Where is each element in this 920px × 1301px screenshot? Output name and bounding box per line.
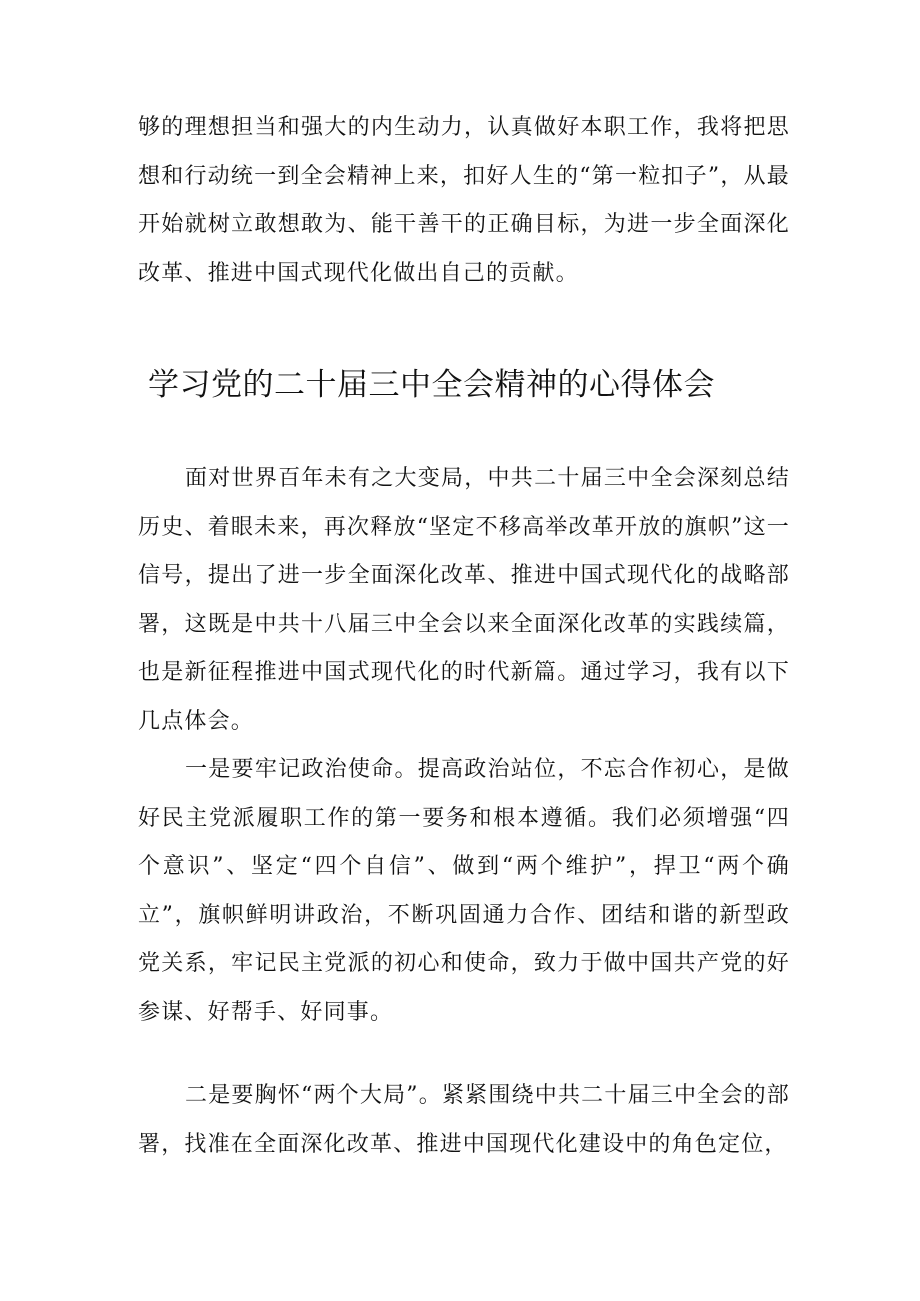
- intro-paragraph: 面对世界百年未有之大变局，中共二十届三中全会深刻总结历史、着眼未来，再次释放“坚定不移高举改革开放的旗帜”这一信号，提出了进一步全面深化改革、推进中国式现代化的战略部署，这既是中共十八届三中全会以来全面深化改革的实践续篇，也是新征程推进中国式现代化的时代新篇。通过学习，我有以下几点体会。: [138, 466, 790, 734]
- body-text-block-lower: [138, 1072, 790, 1169]
- point-one-paragraph: 一是要牢记政治使命。提高政治站位，不忘合作初心，是做好民主党派履职工作的第一要务和根本遵循。我们必须增强“四个意识”、坚定“四个自信”、做到“两个维护”，捍卫“两个确立”，旗帜鲜明讲政治，不断巩固通力合作、团结和谐的新型政党关系，牢记民主党派的初心和使命，致力于做中国共产党的好参谋、好帮手、好同事。: [138, 757, 790, 1025]
- continued-paragraph-block: [138, 104, 790, 298]
- continued-paragraph: 够的理想担当和强大的内生动力，认真做好本职工作，我将把思想和行动统一到全会精神上来，扣好人生的“第一粒扣子”，从最开始就树立敢想敢为、能干善干的正确目标，为进一步全面深化改革、推进中国式现代化做出自己的贡献。: [138, 115, 790, 286]
- document-title: 学习党的二十届三中全会精神的心得体会: [148, 367, 715, 403]
- body-text-block: [138, 455, 790, 1037]
- point-two-paragraph: 二是要胸怀“两个大局”。紧紧围绕中共二十届三中全会的部署，找准在全面深化改革、推进中国现代化建设中的角色定位，: [138, 1083, 790, 1157]
